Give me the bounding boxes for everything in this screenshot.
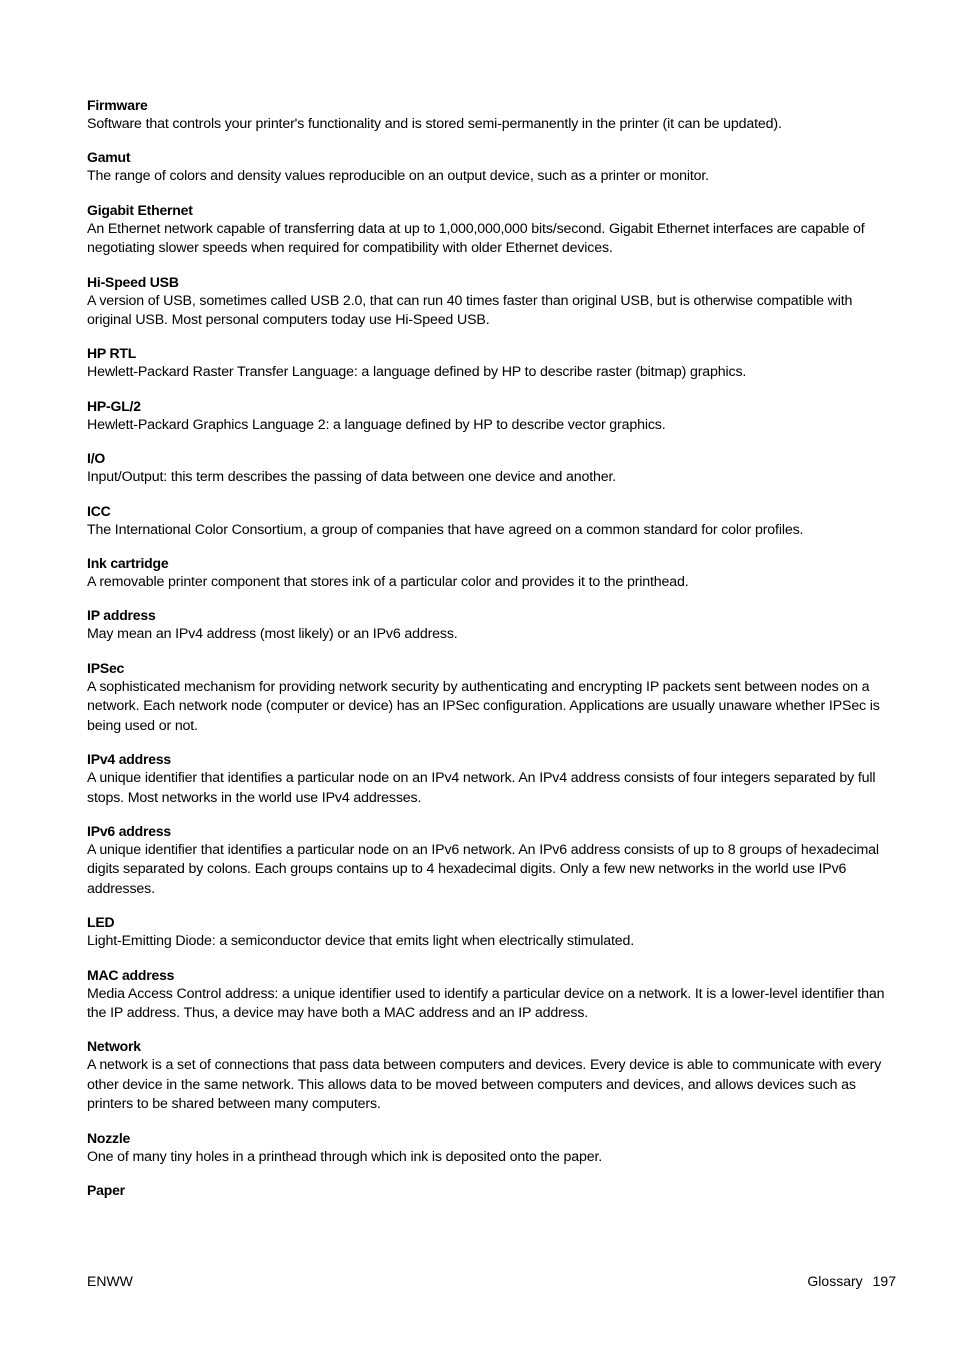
glossary-definition: Media Access Control address: a unique identifier used to identify a particular device on a network. It is a lower-level identifier than the IP address. Thus, a device may have both a MAC address and an IP address. [87, 985, 885, 1021]
glossary-term: HP-GL/2 [87, 397, 141, 414]
glossary-entry [87, 273, 887, 331]
glossary-entry [87, 1181, 887, 1200]
glossary-term: Hi-Speed USB [87, 273, 179, 290]
glossary-term: MAC address [87, 966, 175, 983]
glossary-entry [87, 822, 887, 899]
glossary-term: HP RTL [87, 345, 137, 362]
glossary-list [87, 96, 887, 1214]
glossary-definition: An Ethernet network capable of transferring data at up to 1,000,000,000 bits/second. Gigabit Ethernet interfaces are capable of negotiating slower speeds when required for compatibility with older Ethernet devices. [87, 220, 865, 257]
glossary-entry [87, 606, 887, 644]
glossary-entry [87, 148, 887, 186]
glossary-entry [87, 1037, 887, 1114]
glossary-definition: The International Color Consortium, a group of companies that have agreed on a common standard for color profiles. [87, 521, 804, 538]
glossary-definition: A network is a set of connections that pass data between computers and devices. Every device is able to communicate with every other device in the same network. This allows data to be moved between computers and devices, and allows devices such as printers to be shared between many computers. [87, 1057, 882, 1113]
glossary-term: Gamut [87, 149, 131, 166]
glossary-entry [87, 344, 887, 382]
glossary-entry [87, 659, 887, 736]
glossary-entry [87, 502, 887, 540]
glossary-entry [87, 201, 887, 259]
footer-section-name: Glossary [807, 1273, 863, 1289]
glossary-entry [87, 966, 887, 1024]
glossary-definition: Hewlett-Packard Graphics Language 2: a language defined by HP to describe vector graphics. [87, 416, 666, 433]
glossary-term: Ink cartridge [87, 555, 169, 572]
glossary-term: IP address [87, 607, 156, 624]
glossary-term: Network [87, 1038, 141, 1055]
glossary-entry [87, 96, 887, 134]
glossary-definition: Software that controls your printer's functionality and is stored semi-permanently in the printer (it can be updated). [87, 116, 782, 132]
glossary-entry [87, 913, 887, 951]
footer-page-number: 197 [872, 1273, 896, 1289]
glossary-definition: Hewlett-Packard Raster Transfer Language: a language defined by HP to describe raster (bitmap) graphics. [87, 364, 747, 381]
glossary-term: IPSec [87, 659, 125, 676]
glossary-definition: A version of USB, sometimes called USB 2.0, that can run 40 times faster than original USB, but is otherwise compatible with original USB. Most personal computers today use Hi-Speed USB. [87, 292, 853, 329]
glossary-term: IPv4 address [87, 751, 171, 768]
glossary-entry [87, 1129, 887, 1167]
glossary-definition: May mean an IPv4 address (most likely) or an IPv6 address. [87, 626, 458, 643]
glossary-term: LED [87, 914, 115, 931]
glossary-definition: One of many tiny holes in a printhead through which ink is deposited onto the paper. [87, 1148, 603, 1165]
glossary-term: Nozzle [87, 1129, 131, 1146]
glossary-definition: Light-Emitting Diode: a semiconductor device that emits light when electrically stimulated. [87, 933, 635, 950]
glossary-term: ICC [87, 502, 111, 519]
glossary-definition: A removable printer component that stores ink of a particular color and provides it to the printhead. [87, 574, 689, 591]
glossary-entry [87, 750, 887, 808]
glossary-definition: The range of colors and density values reproducible on an output device, such as a printer or monitor. [87, 168, 709, 185]
glossary-entry [87, 554, 887, 592]
glossary-term: Paper [87, 1181, 125, 1198]
glossary-entry [87, 397, 887, 435]
glossary-term: I/O [87, 450, 106, 467]
footer-page-info [807, 1272, 896, 1290]
glossary-term: Firmware [87, 97, 148, 113]
glossary-definition: A unique identifier that identifies a particular node on an IPv4 network. An IPv4 address consists of four integers separated by full stops. Most networks in the world use IPv4 addresses. [87, 770, 876, 806]
glossary-term: IPv6 address [87, 822, 171, 839]
glossary-definition: A unique identifier that identifies a particular node on an IPv6 network. An IPv6 address consists of up to 8 groups of hexadecimal digits separated by colons. Each groups contains up to 4 hexadecimal digits. Only a few new networks in the world use IPv6 addresses. [87, 841, 879, 897]
glossary-definition: A sophisticated mechanism for providing network security by authenticating and encrypting IP packets sent between nodes on a network. Each network node (computer or device) has an IPSec configuration. Applications are usually unaware whether IPSec is being used or not. [87, 678, 880, 734]
footer-doc-code: ENWW [87, 1273, 133, 1289]
glossary-entry [87, 449, 887, 487]
glossary-definition: Input/Output: this term describes the passing of data between one device and another. [87, 469, 617, 486]
glossary-term: Gigabit Ethernet [87, 201, 193, 218]
